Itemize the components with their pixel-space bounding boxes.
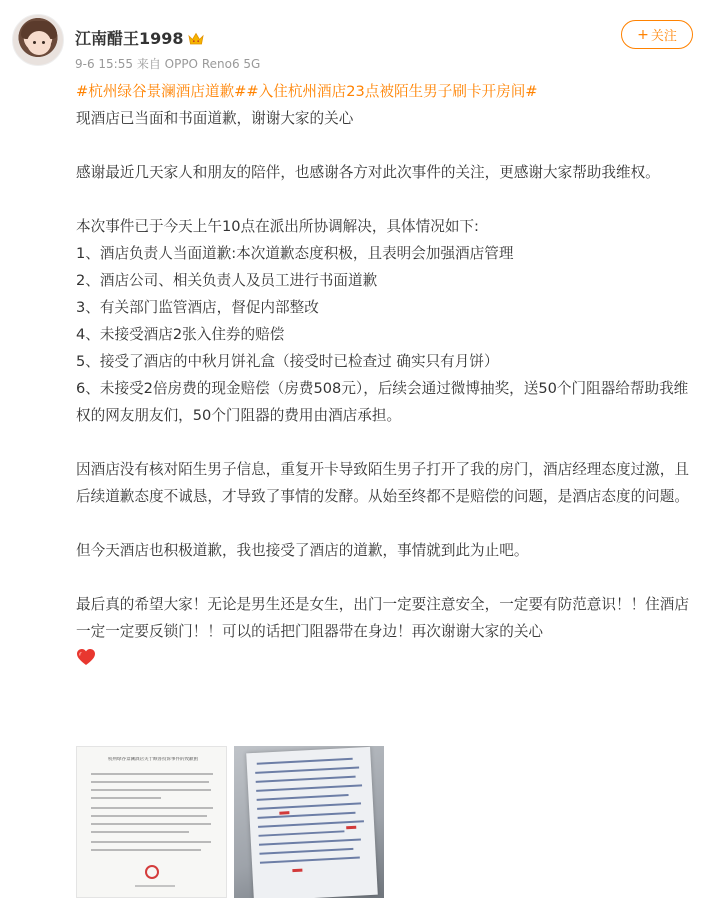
- doc-text-line: [91, 815, 207, 817]
- handwriting-line: [259, 838, 361, 845]
- handwritten-letter-photo[interactable]: [234, 746, 384, 898]
- summary-text: 本次事件已于今天上午10点在派出所协调解决，具体情况如下:: [76, 218, 479, 235]
- handwriting-line: [257, 802, 361, 809]
- list-item: 3、有关部门监管酒店，督促内部整改: [76, 299, 319, 316]
- handwriting-line: [255, 766, 359, 773]
- post-date[interactable]: 9-6 15:55: [75, 57, 133, 71]
- list-item: 6、未接受2倍房费的现金赔偿（房费508元），后续会通过微博抽奖，送50个门阻器给帮助我维权的网友朋友们，50个门阻器的费用由酒店承担。: [76, 380, 689, 424]
- doc-date-line: [135, 885, 175, 887]
- red-fingerprint-mark: [346, 826, 356, 830]
- heart-icon: [76, 648, 96, 666]
- apology-letter-title: 杭州绿谷景澜酒店关于顾客投诉事件的致歉函: [108, 757, 198, 762]
- topic-line: [76, 78, 696, 105]
- heart-line: [76, 645, 696, 672]
- handwriting-line: [257, 794, 349, 800]
- avatar-eye: [42, 41, 45, 44]
- red-fingerprint-mark: [279, 811, 289, 815]
- avatar-face: [27, 31, 51, 55]
- doc-text-line: [91, 773, 213, 775]
- handwriting-line: [258, 830, 344, 836]
- handwriting-line: [256, 784, 362, 791]
- reason-text: 因酒店没有核对陌生男子信息，重复开卡导致陌生男子打开了我的房门，酒店经理态度过激，且后续道歉态度不诚恳，才导致了事情的发酵。从始至终都不是赔偿的问题，是酒店态度的问题。: [76, 461, 689, 505]
- topic-link[interactable]: #入住杭州酒店23点被陌生男子刷卡开房间#: [246, 83, 538, 100]
- handwriting-line: [258, 812, 356, 819]
- list-item: 2、酒店公司、相关负责人及员工进行书面道歉: [76, 272, 378, 289]
- handwriting-line: [259, 848, 353, 854]
- list-item: 4、未接受酒店2张入住券的赔偿: [76, 326, 285, 343]
- intro-text: 现酒店已当面和书面道歉，谢谢大家的关心: [76, 110, 354, 127]
- doc-text-line: [91, 849, 201, 851]
- topic-link[interactable]: #杭州绿谷景澜酒店道歉#: [76, 83, 247, 100]
- handwriting-line: [256, 776, 356, 783]
- doc-text-line: [91, 823, 211, 825]
- list-item: 1、酒店负责人当面道歉:本次道歉态度积极，且表明会加强酒店管理: [76, 245, 514, 262]
- avatar-eye: [33, 41, 36, 44]
- follow-label: 关注: [650, 29, 677, 44]
- doc-text-line: [91, 807, 213, 809]
- follow-button[interactable]: [621, 20, 693, 49]
- post-meta: [75, 55, 260, 72]
- avatar[interactable]: [12, 14, 64, 66]
- handwriting-line: [257, 758, 353, 765]
- post-content: [76, 78, 696, 672]
- username-text[interactable]: 江南醋王1998: [75, 29, 184, 48]
- doc-text-line: [91, 831, 189, 833]
- username[interactable]: [75, 26, 204, 49]
- apology-letter-image[interactable]: [76, 746, 227, 898]
- doc-text-line: [91, 797, 161, 799]
- handwriting-line: [260, 857, 360, 864]
- list-item: 5、接受了酒店的中秋月饼礼盒（接受时已检查过 确实只有月饼）: [76, 353, 499, 370]
- final-text: 最后真的希望大家！无论是男生还是女生，出门一定要注意安全，一定要有防范意识！！住酒店一定一定要反锁门！！可以的话把门阻器带在身边！再次谢谢大家的关心: [76, 596, 689, 640]
- vip-crown-icon: [188, 32, 204, 45]
- thanks-text: 感谢最近几天家人和朋友的陪伴，也感谢各方对此次事件的关注，更感谢大家帮助我维权。: [76, 164, 660, 181]
- red-fingerprint-mark: [292, 869, 302, 873]
- red-seal-icon: [145, 865, 159, 879]
- plus-icon: +: [637, 26, 649, 43]
- doc-text-line: [91, 789, 211, 791]
- handwritten-paper: [246, 747, 378, 898]
- doc-text-line: [91, 841, 211, 843]
- post-source: 来自 OPPO Reno6 5G: [136, 57, 261, 71]
- doc-text-line: [91, 781, 209, 783]
- closing-text: 但今天酒店也积极道歉，我也接受了酒店的道歉，事情就到此为止吧。: [76, 542, 529, 559]
